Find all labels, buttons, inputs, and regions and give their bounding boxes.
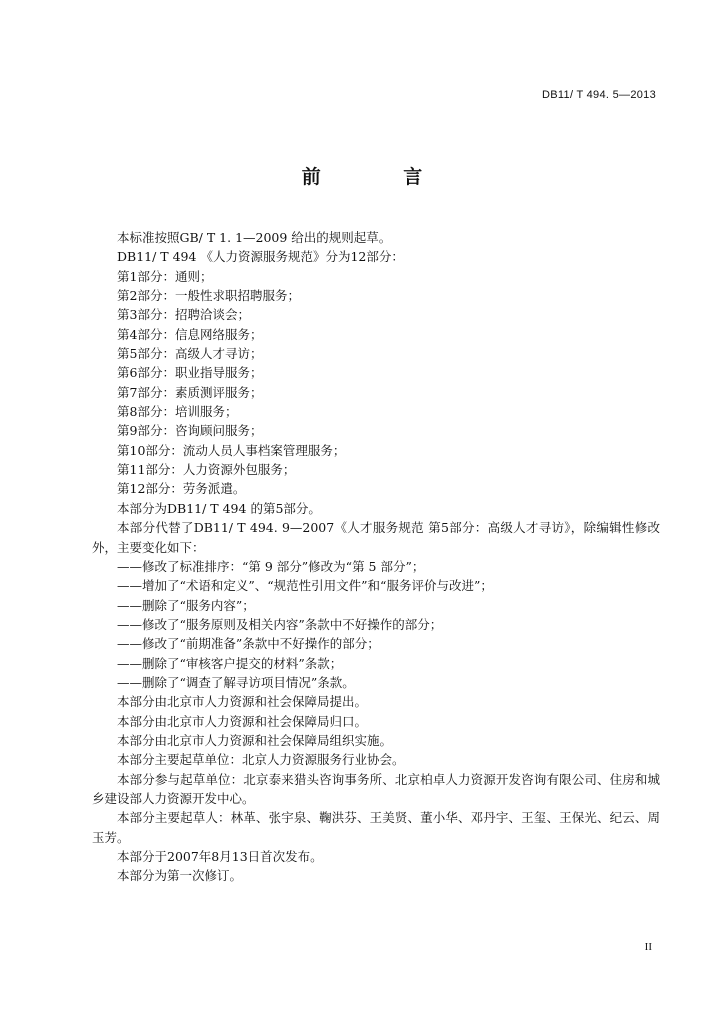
paragraph-participating-units: 本部分参与起草单位：北京泰来猎头咨询事务所、北京柏卓人力资源开发咨询有限公司、住房和城乡建设部人力资源开发中心。 xyxy=(92,771,660,806)
paragraph-part-4: 第4部分：信息网络服务； xyxy=(117,326,263,342)
paragraph-part-2: 第2部分：一般性求职招聘服务； xyxy=(117,288,300,304)
paragraph-part-7: 第7部分：素质测评服务； xyxy=(117,384,263,400)
change-item: ——增加了“术语和定义”、“规范性引用文件”和“服务评价与改进”； xyxy=(117,578,493,594)
page-title: 前 言 xyxy=(301,166,461,188)
paragraph-drafting-rules: 本标准按照GB/ T 1. 1—2009 给出的规则起草。 xyxy=(117,230,392,245)
change-item: ——修改了标准排序：“第 9 部分”修改为“第 5 部分”； xyxy=(117,558,425,574)
paragraph-parts-intro: DB11/ T 494 《人力资源服务规范》分为12部分： xyxy=(117,249,404,265)
paragraph-this-part: 本部分为DB11/ T 494 的第5部分。 xyxy=(117,500,321,516)
paragraph-main-drafting-unit: 本部分主要起草单位：北京人力资源服务行业协会。 xyxy=(117,752,405,768)
paragraph-proposed-by: 本部分由北京市人力资源和社会保障局提出。 xyxy=(117,694,368,710)
change-item: ——修改了“服务原则及相关内容”条款中不好操作的部分； xyxy=(117,616,443,632)
paragraph-part-9: 第9部分：咨询顾问服务； xyxy=(117,423,263,439)
standard-code: DB11/ T 494. 5—2013 xyxy=(542,89,656,101)
change-item: ——删除了“审核客户提交的材料”条款； xyxy=(117,655,343,671)
paragraph-part-3: 第3部分：招聘洽谈会； xyxy=(117,307,250,323)
foreword-body xyxy=(92,228,660,886)
paragraph-part-11: 第11部分：人力资源外包服务； xyxy=(117,462,296,478)
change-item: ——删除了“调查了解寻访项目情况”条款。 xyxy=(117,674,355,690)
paragraph-main-drafters: 本部分主要起草人：林革、张宇泉、鞠洪芬、王美贤、董小华、邓丹宇、王玺、王保光、纪云、周玉芳。 xyxy=(92,810,660,845)
change-item: ——修改了“前期准备”条款中不好操作的部分； xyxy=(117,636,380,652)
change-item: ——删除了“服务内容”； xyxy=(117,597,255,613)
paragraph-implemented-by: 本部分由北京市人力资源和社会保障局组织实施。 xyxy=(117,732,393,748)
paragraph-part-5: 第5部分：高级人才寻访； xyxy=(117,346,263,362)
paragraph-part-6: 第6部分：职业指导服务； xyxy=(117,365,263,381)
paragraph-centralized-by: 本部分由北京市人力资源和社会保障局归口。 xyxy=(117,713,368,729)
paragraph-part-8: 第8部分：培训服务； xyxy=(117,404,238,420)
paragraph-part-1: 第1部分：通则； xyxy=(117,268,213,284)
paragraph-revision: 本部分为第一次修订。 xyxy=(117,868,243,884)
paragraph-part-10: 第10部分：流动人员人事档案管理服务； xyxy=(117,442,346,458)
paragraph-replaces: 本部分代替了DB11/ T 494. 9—2007《人才服务规范 第5部分：高级人才寻访》，除编辑性修改外，主要变化如下： xyxy=(92,520,660,555)
paragraph-first-issued: 本部分于2007年8月13日首次发布。 xyxy=(117,849,323,864)
paragraph-part-12: 第12部分：劳务派遣。 xyxy=(117,481,246,497)
page-number: II xyxy=(644,941,652,953)
